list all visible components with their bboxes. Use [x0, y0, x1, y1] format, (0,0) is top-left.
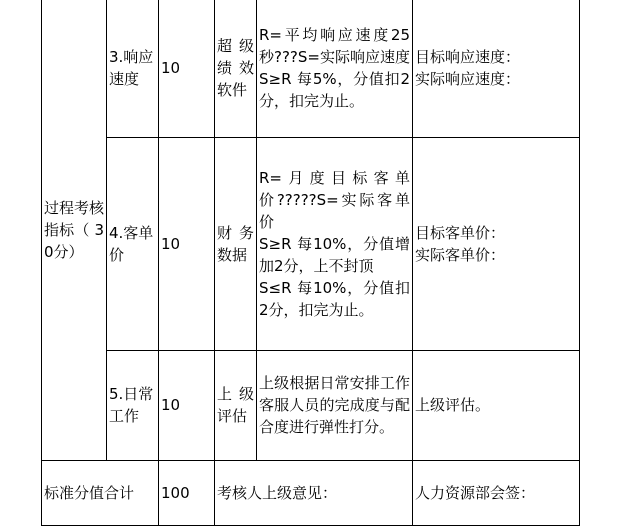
table-row: [42, 137, 580, 350]
item-cell: 3.响应速度: [107, 0, 159, 137]
score-cell: 10: [159, 137, 215, 350]
total-label: 标准分值合计: [42, 460, 159, 525]
score-cell: 10: [159, 350, 215, 460]
item-cell: 4.客单价: [107, 137, 159, 350]
total-score: 100: [159, 460, 215, 525]
score-cell: 10: [159, 0, 215, 137]
record-cell: 目标客单价： 实际客单价：: [413, 137, 580, 350]
hr-signature-field[interactable]: 人力资源部会签：: [413, 460, 580, 525]
kpi-table: [41, 0, 580, 526]
rule-cell: 上级根据日常安排工作客服人员的完成度与配合度进行弹性打分。: [257, 350, 413, 460]
total-row: [42, 460, 580, 525]
rule-cell: R=月度目标客单价?????S=实际客单价 S≥R 每10%，分值增加2分，上不封顶 S≤R 每10%，分值扣2分，扣完为止。: [257, 137, 413, 350]
group-cell: 过程考核指标（ 30分）: [42, 0, 107, 460]
rule-cell: R=平均响应速度25秒???S=实际响应速度 S≥R 每5%，分值扣2分，扣完为止。: [257, 0, 413, 137]
source-cell: 财务数据: [215, 137, 257, 350]
supervisor-opinion-field[interactable]: 考核人上级意见：: [215, 460, 413, 525]
table-row: [42, 350, 580, 460]
record-cell: 上级评估。: [413, 350, 580, 460]
item-cell: 5.日常工作: [107, 350, 159, 460]
source-cell: 超级绩效软件: [215, 0, 257, 137]
source-cell: 上级评估: [215, 350, 257, 460]
record-cell: 目标响应速度： 实际响应速度：: [413, 0, 580, 137]
table-row: [42, 0, 580, 137]
